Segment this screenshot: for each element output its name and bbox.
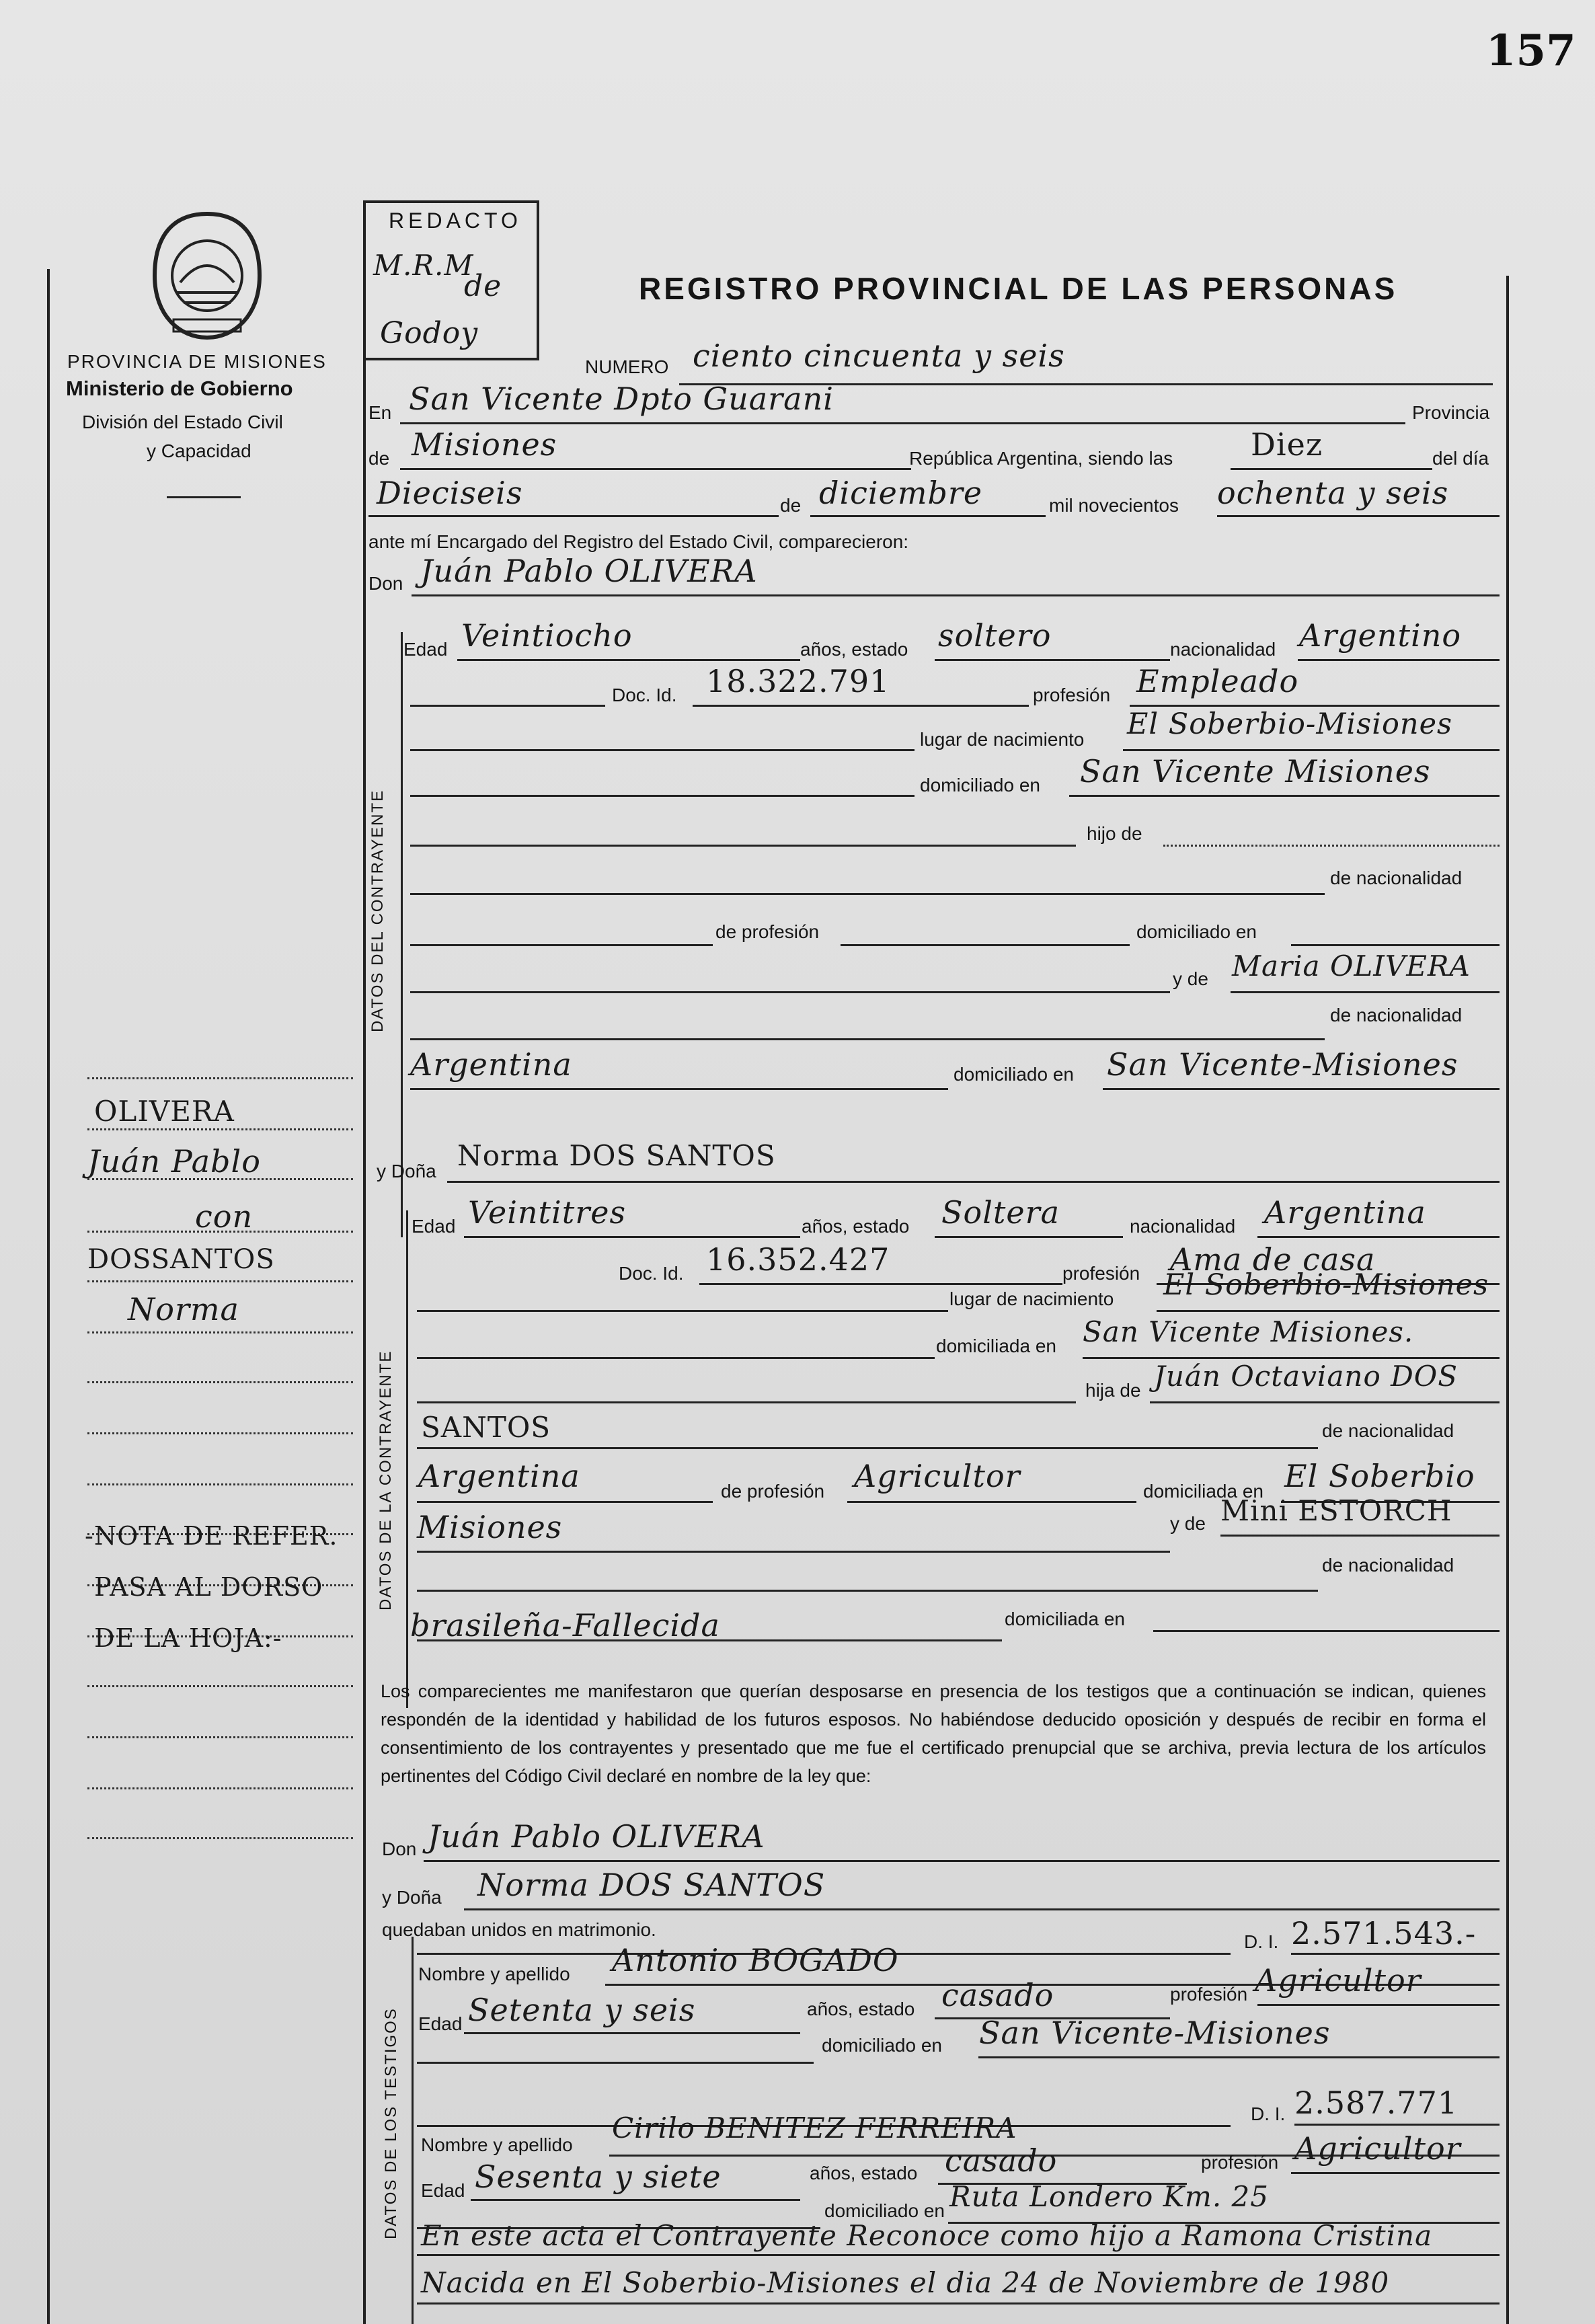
decl-dona-label: y Doña	[382, 1887, 442, 1908]
groom-yde-label: y de	[1173, 968, 1208, 989]
footnote-line-2: Nacida en El Soberbio-Misiones el dia 24 de Noviembre de 1980	[421, 2266, 1390, 2299]
bride-edad-label: Edad	[412, 1216, 456, 1237]
w2-edad-label: Edad	[421, 2180, 465, 2201]
groom-nacionalidad: Argentino	[1299, 617, 1462, 654]
groom-section-label: DATOS DEL CONTRAYENTE	[368, 789, 387, 1032]
stamp-text-2: de	[464, 269, 502, 303]
numero-label: NUMERO	[585, 356, 669, 377]
groom-doc-label: Doc. Id.	[612, 685, 677, 705]
w1-nombre-label: Nombre y apellido	[418, 1964, 570, 1984]
mes-de-label: de	[780, 495, 802, 516]
bride-doc-label: Doc. Id.	[619, 1263, 684, 1284]
w1-edad-label: Edad	[418, 2013, 463, 2034]
bride-padre-prof: Agricultor	[854, 1458, 1021, 1494]
w2-edad: Sesenta y siete	[475, 2159, 722, 2195]
groom-madre-dom: San Vicente-Misiones	[1107, 1046, 1458, 1083]
w2-domicilio: Ruta Londero Km. 25	[949, 2180, 1269, 2213]
w2-estado: casado	[945, 2142, 1058, 2179]
provincia-label: Provincia	[1412, 402, 1490, 423]
bride-dom3-label: domiciliada en	[1005, 1609, 1125, 1629]
margin-note-5: Norma	[128, 1291, 239, 1327]
w1-profesion: Agricultor	[1255, 1962, 1422, 1999]
w1-prof-label: profesión	[1170, 1984, 1248, 2005]
groom-hijo-label: hijo de	[1087, 823, 1142, 844]
margin-note-4: DOSSANTOS	[87, 1244, 275, 1275]
bride-doc: 16.352.427	[706, 1241, 890, 1278]
stamp-text-1: M.R.M	[373, 249, 474, 282]
bride-nacionalidad: Argentina	[1264, 1194, 1426, 1231]
w2-dom-label: domiciliado en	[824, 2200, 945, 2221]
stamp-title: REDACTO	[389, 208, 522, 233]
groom-prof-label: profesión	[1033, 685, 1111, 705]
groom-lugar: El Soberbio-Misiones	[1127, 707, 1453, 741]
w1-di: 2.571.543.-	[1291, 1915, 1477, 1951]
dia-value: Dieciseis	[377, 475, 523, 511]
stamp-text-3: Godoy	[380, 316, 479, 350]
bride-nac3-label: de nacionalidad	[1322, 1555, 1454, 1576]
margin-note-1: OLIVERA	[94, 1095, 235, 1128]
groom-dom-label: domiciliado en	[920, 775, 1040, 796]
bride-profesion: Ama de casa	[1170, 1241, 1376, 1278]
provincia-value: Misiones	[412, 426, 557, 463]
bride-hija-label: hija de	[1085, 1380, 1141, 1401]
del-dia-label: del día	[1432, 448, 1489, 469]
groom-nac2-label: de nacionalidad	[1330, 867, 1463, 888]
bride-edad: Veintitres	[468, 1194, 627, 1231]
ministry-name: Ministerio de Gobierno	[66, 377, 293, 400]
bride-domicilio: San Vicente Misiones.	[1083, 1315, 1414, 1348]
bride-nac2-label: de nacionalidad	[1322, 1420, 1454, 1441]
bride-padre-dom-2: Misiones	[417, 1509, 563, 1545]
decl-don-label: Don	[382, 1838, 417, 1859]
w1-nombre: Antonio BOGADO	[612, 1942, 899, 1978]
w2-di: 2.587.771	[1294, 2085, 1458, 2121]
groom-deprof-label: de profesión	[715, 921, 820, 942]
w1-estado: casado	[941, 1977, 1054, 2013]
anio-value: ochenta y seis	[1217, 475, 1449, 511]
w1-anios-label: años, estado	[807, 1999, 915, 2019]
bride-padre: Juán Octaviano DOS	[1154, 1360, 1458, 1393]
witnesses-section-label: DATOS DE LOS TESTIGOS	[382, 2007, 400, 2239]
groom-nac3-label: de nacionalidad	[1330, 1005, 1463, 1025]
bride-dom-label: domiciliada en	[936, 1335, 1056, 1356]
w1-domicilio: San Vicente-Misiones	[979, 2015, 1331, 2051]
bride-madre-nac: brasileña-Fallecida	[410, 1607, 720, 1643]
declaration-text: Los comparecientes me manifestaron que querían desposarse en presencia de los testigos que a continuación se indican, quienes respondén de la identidad y habilidad de los futuros esposos. No habiéndose deducido oposición y después de recibir en forma el consentimiento de los contrayentes y presentado que me fue el certificado prenupcial que se archiva, previa lectura de los artículos pertinentes del Código Civil declaré en nombre de la ley que:	[381, 1681, 1486, 1786]
groom-profesion: Empleado	[1136, 663, 1299, 699]
w2-di-label: D. I.	[1251, 2103, 1286, 2124]
footnote-line-1: En este acta el Contrayente Reconoce como hijo a Ramona Cristina	[421, 2219, 1433, 2252]
w1-di-label: D. I.	[1244, 1931, 1279, 1952]
bride-padre-nac: Argentina	[418, 1458, 580, 1494]
margin-note-6: -NOTA DE REFER.	[85, 1521, 338, 1551]
bride-deprof-label: de profesión	[721, 1481, 825, 1502]
groom-lugar-label: lugar de nacimiento	[920, 729, 1085, 750]
bride-estado: Soltera	[941, 1194, 1060, 1231]
w2-profesion: Agricultor	[1294, 2130, 1461, 2167]
bride-padre-dom: El Soberbio	[1284, 1458, 1475, 1494]
mil-label: mil novecientos	[1049, 495, 1179, 516]
province-seal-icon	[147, 208, 268, 343]
margin-note-3: con	[195, 1198, 254, 1235]
bride-anios-label: años, estado	[802, 1216, 910, 1237]
mes-value: diciembre	[819, 475, 983, 511]
en-label: En	[368, 402, 392, 423]
bride-nac-label: nacionalidad	[1130, 1216, 1236, 1237]
margin-note-2: Juán Pablo	[87, 1143, 261, 1179]
w2-anios-label: años, estado	[810, 2163, 918, 2183]
en-value: San Vicente Dpto Guarani	[409, 381, 834, 417]
margin-note-7: PASA AL DORSO	[94, 1572, 323, 1602]
groom-name: Juán Pablo OLIVERA	[420, 553, 758, 589]
bride-padre-2: SANTOS	[421, 1411, 551, 1444]
w2-prof-label: profesión	[1201, 2152, 1279, 2173]
bride-name: Norma DOS SANTOS	[457, 1139, 776, 1172]
groom-madre: Maria OLIVERA	[1232, 950, 1471, 982]
dona-label: y Doña	[377, 1161, 436, 1182]
registry-title: REGISTRO PROVINCIAL DE LAS PERSONAS	[639, 271, 1398, 306]
w1-dom-label: domiciliado en	[822, 2035, 942, 2056]
bride-section-label: DATOS DE LA CONTRAYENTE	[377, 1350, 395, 1611]
bride-lugar: El Soberbio-Misiones	[1163, 1268, 1489, 1302]
groom-doc: 18.322.791	[706, 663, 890, 699]
bride-lugar-label: lugar de nacimiento	[949, 1288, 1114, 1309]
de-label: de	[368, 448, 390, 469]
w2-nombre-label: Nombre y apellido	[421, 2134, 573, 2155]
groom-dom2-label: domiciliado en	[1136, 921, 1257, 942]
hora-value: Diez	[1251, 426, 1323, 463]
ante-label: ante mí Encargado del Registro del Estado Civil, comparecieron:	[368, 531, 909, 552]
don-label: Don	[368, 573, 403, 594]
groom-edad-label: Edad	[403, 639, 448, 660]
groom-domicilio: San Vicente Misiones	[1080, 753, 1431, 789]
division-name: División del Estado Civil	[82, 412, 283, 432]
groom-estado: soltero	[938, 617, 1052, 654]
decl-don: Juán Pablo OLIVERA	[428, 1818, 765, 1855]
groom-nac-label: nacionalidad	[1170, 639, 1276, 660]
bride-dom2-label: domiciliada en	[1143, 1481, 1263, 1502]
groom-dom3-label: domiciliado en	[954, 1064, 1074, 1085]
bride-yde-label: y de	[1170, 1513, 1206, 1534]
numero-value: ciento cincuenta y seis	[693, 338, 1065, 374]
bride-madre: Mini ESTORCH	[1220, 1494, 1452, 1527]
decl-dona: Norma DOS SANTOS	[477, 1867, 826, 1903]
bride-prof-label: profesión	[1062, 1263, 1140, 1284]
province-name: PROVINCIA DE MISIONES	[67, 351, 327, 372]
w1-edad: Setenta y seis	[468, 1992, 696, 2028]
groom-madre-nac: Argentina	[410, 1046, 572, 1083]
groom-edad: Veintiocho	[461, 617, 633, 654]
quedaban-text: quedaban unidos en matrimonio.	[382, 1919, 656, 1940]
margin-note-8: DE LA HOJA:-	[94, 1623, 282, 1653]
w2-nombre: Cirilo BENITEZ FERREIRA	[612, 2112, 1017, 2144]
page-number: 157	[1486, 26, 1576, 76]
groom-anios-label: años, estado	[800, 639, 908, 660]
republica-label: República Argentina, siendo las	[909, 448, 1173, 469]
division-name-2: y Capacidad	[147, 440, 251, 461]
